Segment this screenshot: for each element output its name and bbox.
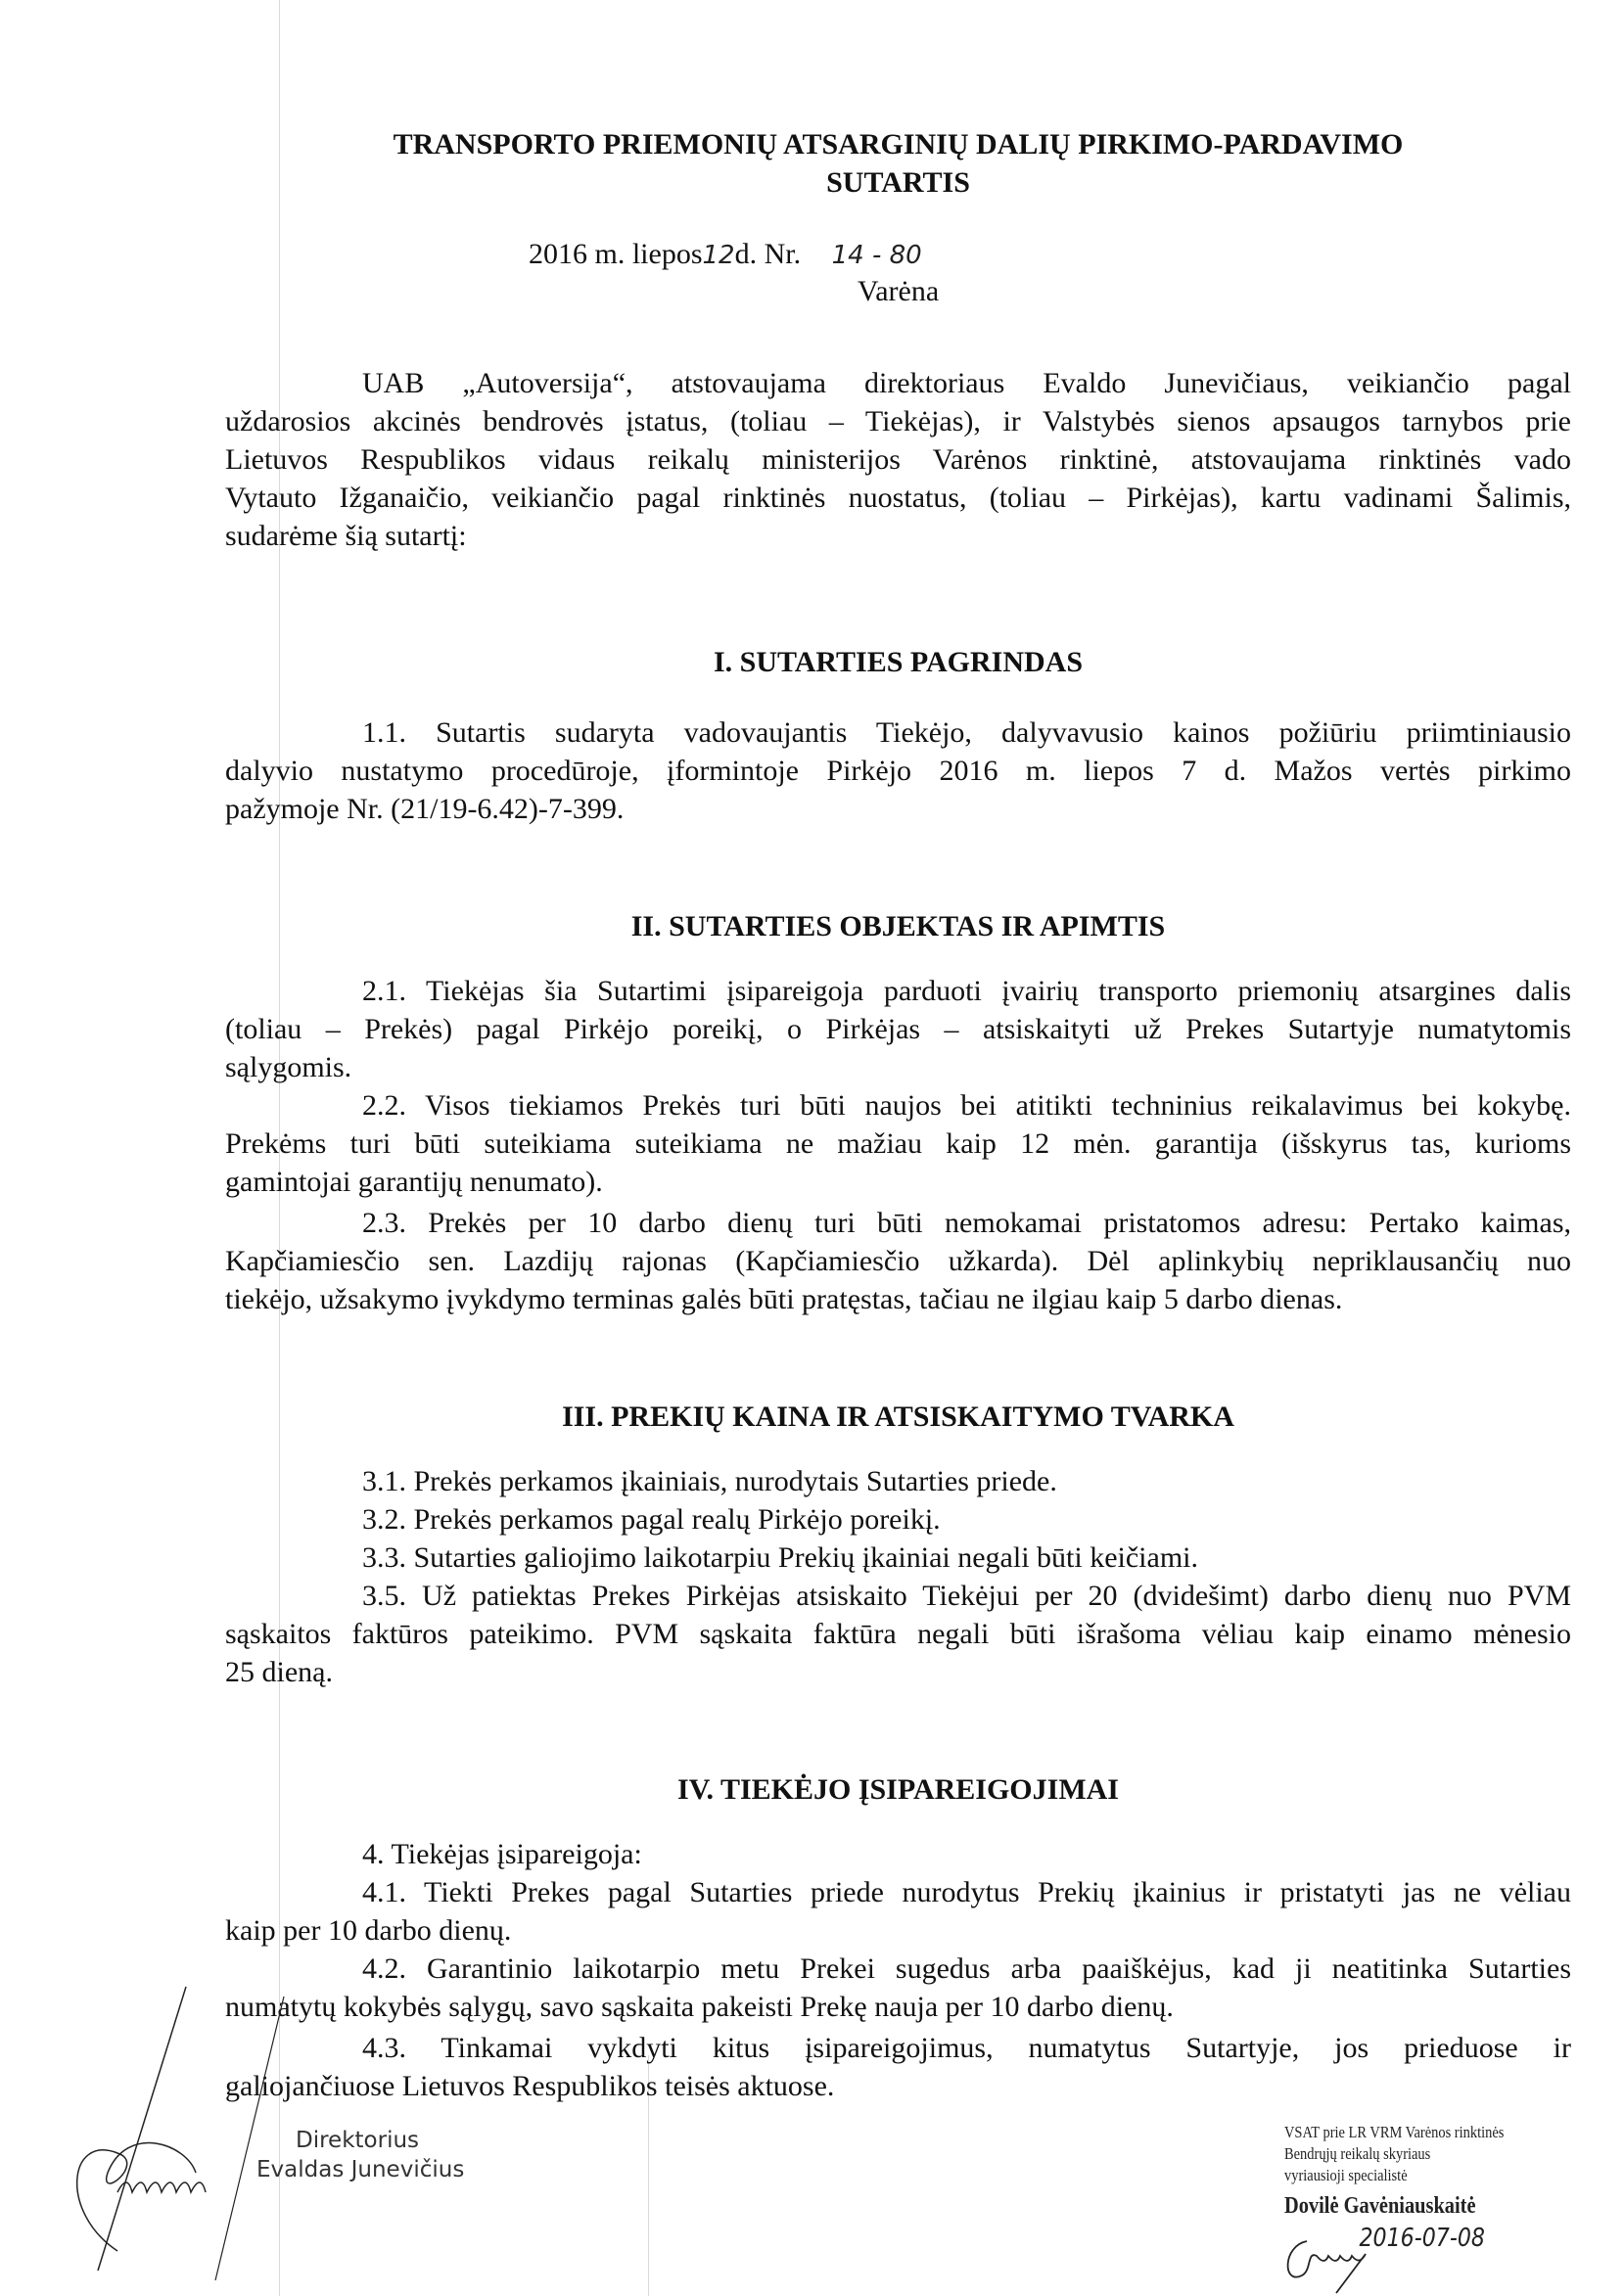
paragraph-line: kaip per 10 darbo dienų. [225,1914,512,1947]
paragraph [225,364,1571,555]
paragraph-line: pažymoje Nr. (21/19-6.42)-7-399. [225,793,625,825]
paragraph-line: sąlygomis. [225,1051,352,1083]
paragraph-line: gamintojai garantijų nenumato). [225,1166,603,1198]
stamp-line1: VSAT prie LR VRM Varėnos rinktinės [1284,2123,1505,2141]
paragraph-line: Kapčiamiesčio sen. Lazdijų rajonas (Kapčiamiesčio užkarda). Dėl aplinkybių nepriklausančių nuo [225,1245,1571,1277]
paragraph-line: 1.1. Sutartis sudaryta vadovaujantis Tiekėjo, dalyvavusio kainos požiūriu priimtiniausio [362,716,1571,749]
paragraph-line: 3.1. Prekės perkamos įkainiais, nurodytais Sutarties priede. [362,1465,1057,1497]
section-heading: IV. TIEKĖJO ĮSIPAREIGOJIMAI [677,1773,1119,1806]
paragraph-line: galiojančiuose Lietuvos Respublikos teisės aktuose. [225,2070,835,2102]
paragraph-line: 4.2. Garantinio laikotarpio metu Prekei sugedus arba paaiškėjus, kad ji neatitinka Sutarties [362,1952,1571,1985]
date-line [529,235,1410,275]
paragraph [225,2029,1571,2105]
paragraph-line: 3.2. Prekės perkamos pagal realų Pirkėjo poreikį. [362,1503,941,1536]
paragraph-line: Prekėms turi būti suteikiama suteikiama ne mažiau kaip 12 mėn. garantija (išskyrus tas, kurioms [225,1127,1571,1160]
place: Varėna [857,275,940,307]
handwritten-contract-number: 14 - 80 [831,241,922,270]
paragraph-line: sąskaitos faktūros pateikimo. PVM sąskaita faktūra negali būti išrašoma vėliau kaip einamo mėnesio [225,1618,1571,1650]
paragraph [225,1577,1571,1691]
paragraph-line: uždarosios akcinės bendrovės įstatus, (toliau – Tiekėjas), ir Valstybės sienos apsaugos tarnybos prie [225,405,1571,437]
paragraph [225,1086,1571,1201]
paragraph-line: 2.2. Visos tiekiamos Prekės turi būti naujos bei atitikti techninius reikalavimus bei kokybę. [362,1089,1571,1122]
date-suffix: d. Nr. [734,238,802,270]
paragraph-line: Vytauto Ižganaičio, veikiančio pagal rinktinės nuostatus, (toliau – Pirkėjas), kartu vadinami Šalimis, [225,482,1571,514]
paragraph-line: Lietuvos Respublikos vidaus reikalų ministerijos Varėnos rinktinė, atstovaujama rinktinės vado [225,443,1571,476]
paragraph-line: 25 dieną. [225,1656,333,1688]
paragraph-line: UAB „Autoversija“, atstovaujama direktoriaus Evaldo Junevičiaus, veikiančio pagal [362,367,1571,399]
section-heading: II. SUTARTIES OBJEKTAS IR APIMTIS [630,910,1166,942]
paragraph-line: 3.3. Sutarties galiojimo laikotarpiu Prekių įkainiai negali būti keičiami. [362,1541,1198,1574]
handwritten-day: 12 [702,241,735,270]
paragraph [225,972,1571,1086]
paragraph-line: numatytų kokybės sąlygų, savo sąskaita pakeisti Prekę nauja per 10 darbo dienų. [225,1991,1174,2023]
paragraph-line: tiekėjo, užsakymo įvykdymo terminas galės būti pratęstas, tačiau ne ilgiau kaip 5 darbo dienas. [225,1283,1343,1315]
date-prefix: 2016 m. liepos [529,238,703,270]
signatory-name: Evaldas Junevičius [256,2157,465,2182]
paragraph-line: 2.1. Tiekėjas šia Sutartimi įsipareigoja parduoti įvairių transporto priemonių atsargines dalis [362,975,1571,1007]
paragraph-line: 4.1. Tiekti Prekes pagal Sutarties priede nurodytus Prekių įkainius ir pristatyti jas ne vėliau [362,1876,1571,1908]
paragraph [225,1538,1571,1577]
document-title-line2: SUTARTIS [826,166,970,199]
paragraph [225,1204,1571,1318]
signatory-role: Direktorius [296,2128,420,2153]
director-signature-icon [39,1977,294,2290]
paragraph-line: sudarėme šią sutartį: [225,520,467,552]
section-heading: I. SUTARTIES PAGRINDAS [713,646,1084,678]
paragraph-line: 2.3. Prekės per 10 darbo dienų turi būti nemokamai pristatomos adresu: Pertako kaimas, [362,1207,1571,1239]
paragraph-line: (toliau – Prekės) pagal Pirkėjo poreikį, o Pirkėjas – atsiskaityti už Prekes Sutartyje numatytomis [225,1013,1571,1045]
paragraph [225,1462,1571,1500]
stamp-line2: Bendrųjų reikalų skyriaus [1284,2144,1431,2163]
left-signatory [256,2126,464,2184]
paragraph-line: 3.5. Už patiektas Prekes Pirkėjas atsiskaito Tiekėjui per 20 (dvidešimt) darbo dienų nuo PVM [362,1580,1571,1612]
paragraph-line: 4.3. Tinkamai vykdyti kitus įsipareigojimus, numatytus Sutartyje, jos prieduose ir [362,2032,1571,2064]
paragraph [225,1835,1571,1873]
paragraph [225,1950,1571,2026]
paragraph [225,1500,1571,1538]
stamp-line3: vyriausioji specialistė [1284,2166,1408,2184]
specialist-signature-icon [1277,2236,1385,2295]
paragraph-line: dalyvio nustatymo procedūroje, įformintoje Pirkėjo 2016 m. liepos 7 d. Mažos vertės pirkimo [225,755,1571,787]
section-heading: III. PREKIŲ KAINA IR ATSISKAITYMO TVARKA [562,1401,1234,1433]
stamp-name: Dovilė Gavėniauskaitė [1284,2193,1476,2219]
approval-stamp [1284,2122,1504,2255]
paragraph [225,1873,1571,1950]
paragraph [225,713,1571,828]
stamp-handwritten-date: 2016-07-08 [1359,2224,1485,2253]
paragraph-line: 4. Tiekėjas įsipareigoja: [362,1838,642,1870]
document-title-line1: TRANSPORTO PRIEMONIŲ ATSARGINIŲ DALIŲ PIRKIMO-PARDAVIMO [393,128,1404,161]
